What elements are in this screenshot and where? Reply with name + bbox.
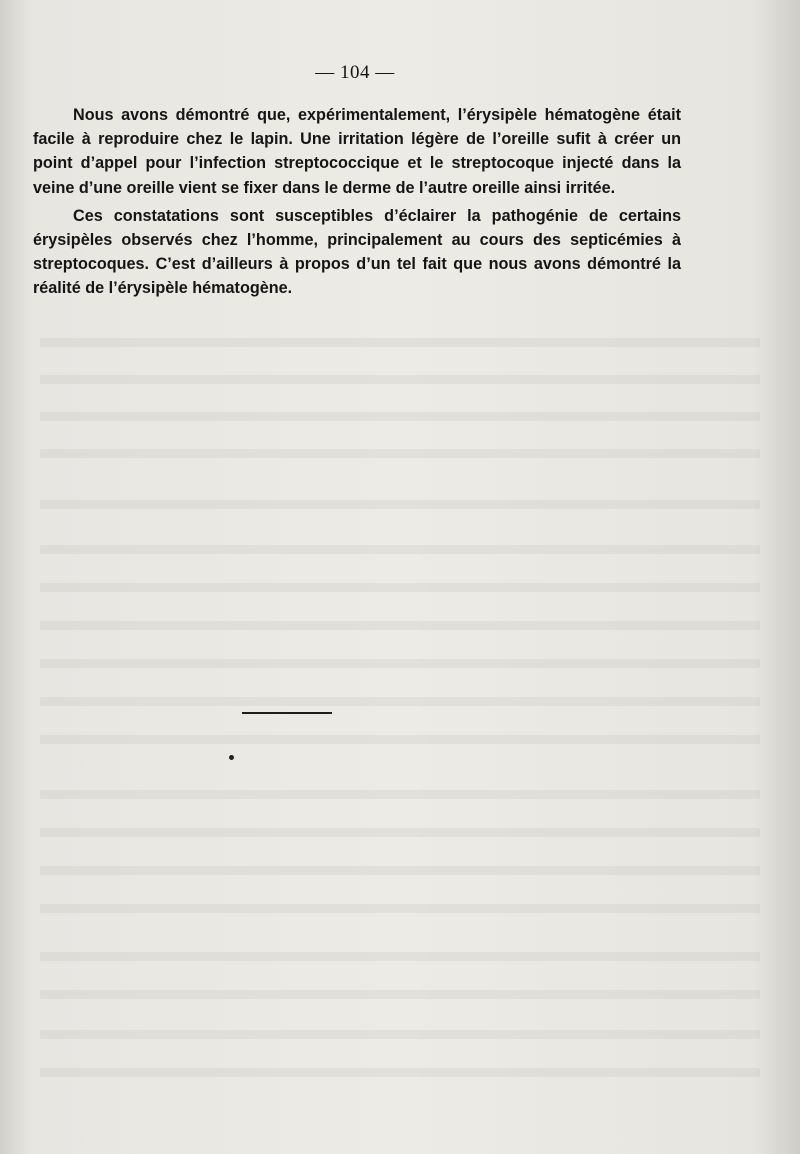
show-through-line [40,621,760,630]
show-through-line [40,735,760,744]
show-through-line [40,545,760,554]
section-divider [242,712,332,714]
show-through-line [40,659,760,668]
show-through-line [40,583,760,592]
ink-speck [229,755,234,760]
show-through-line [40,990,760,999]
show-through-line [40,1068,760,1077]
paragraph: Ces constatations sont susceptibles d’éclairer la pathogénie de certains érysipèles observés chez l’homme, principalement au cours des septicémies à streptocoques. C’est d’ailleurs à propos d’un tel fait que nous avons démontré la réalité de l’érysipèle hématogène. [33,206,681,298]
show-through-line [40,952,760,961]
show-through-line [40,449,760,458]
paragraph: Nous avons démontré que, expérimentalement, l’érysipèle hématogène était facile à reproduire chez le lapin. Une irritation légère de l’oreille sufit à créer un point d’appel pour l’infection streptococcique et le streptocoque injecté dans la veine d’une oreille vient se fixer dans le derme de l’autre oreille ainsi irritée. [33,106,681,197]
show-through-line [40,790,760,799]
show-through-line [40,697,760,706]
show-through-line [40,1030,760,1039]
show-through-line [40,338,760,347]
show-through-line [40,500,760,509]
show-through-line [40,375,760,384]
show-through-line [40,866,760,875]
show-through-line [40,904,760,913]
page-number: — 104 — [315,62,395,83]
show-through-line [40,828,760,837]
show-through-line [40,412,760,421]
body-text [33,103,681,301]
